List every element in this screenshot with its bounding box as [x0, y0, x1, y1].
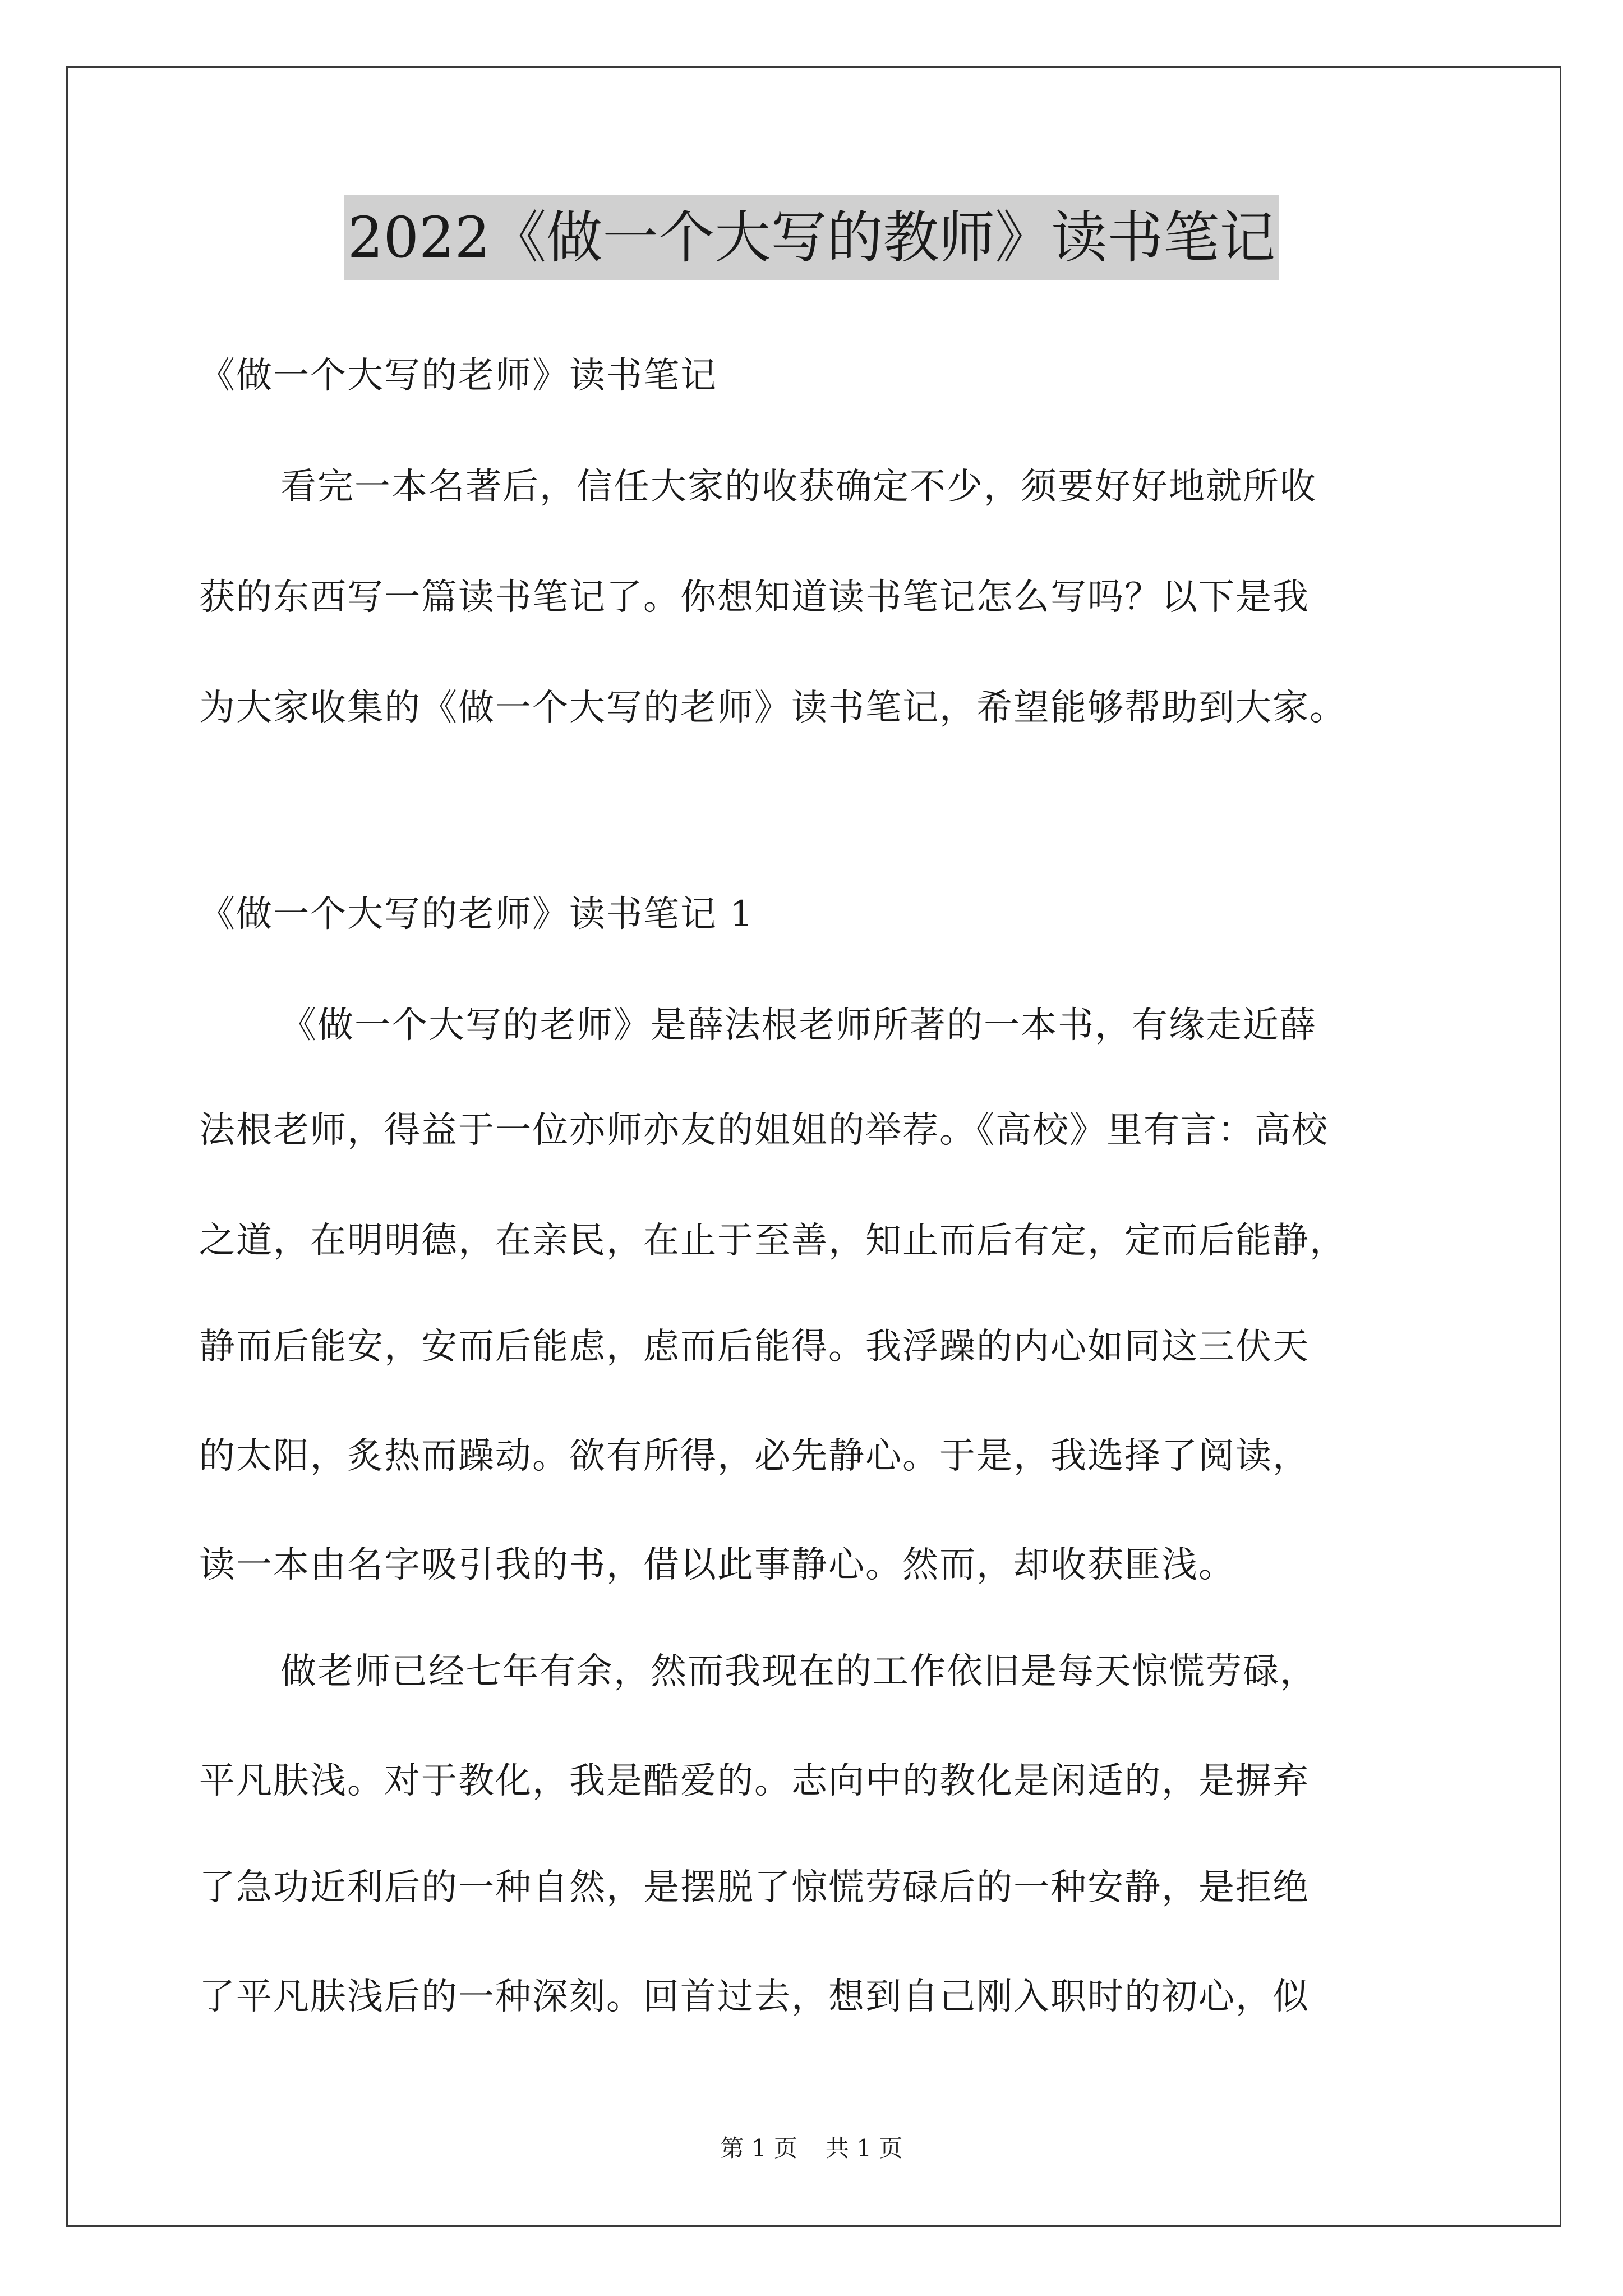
title-container [0, 195, 1623, 280]
paragraph-line: 《做一个大写的老师》是薛法根老师所著的一本书，有缘走近薛 [280, 1005, 1317, 1046]
paragraph-line: 法根老师，得益于一位亦师亦友的姐姐的举荐。《高校》里有言：高校 [199, 1110, 1329, 1151]
page-total: 共 1 页 [826, 2134, 903, 2162]
paragraph-line: 读一本由名字吸引我的书，借以此事静心。然而，却收获匪浅。 [199, 1544, 1235, 1586]
page-number: 第 1 页 [720, 2134, 797, 2162]
paragraph-line: 平凡肤浅。对于教化，我是酷爱的。志向中的教化是闲适的，是摒弃 [199, 1760, 1310, 1802]
subtitle: 《做一个大写的老师》读书笔记 [199, 355, 717, 397]
paragraph-line: 了平凡肤浅后的一种深刻。回首过去，想到自己刚入职时的初心，似 [199, 1976, 1310, 2018]
paragraph-line: 了急功近利后的一种自然，是摆脱了惊慌劳碌后的一种安静，是拒绝 [199, 1867, 1310, 1908]
intro-line: 看完一本名著后，信任大家的收获确定不少，须要好好地就所收 [280, 466, 1317, 508]
intro-line: 获的东西写一篇读书笔记了。你想知道读书笔记怎么写吗？以下是我 [199, 577, 1310, 618]
paragraph-line: 做老师已经七年有余，然而我现在的工作依旧是每天惊慌劳碌， [280, 1651, 1317, 1692]
paragraph-line: 的太阳，炙热而躁动。欲有所得，必先静心。于是，我选择了阅读， [199, 1435, 1310, 1477]
page-footer [0, 2132, 1623, 2165]
section-heading: 《做一个大写的老师》读书笔记 1 [199, 894, 754, 935]
intro-line: 为大家收集的《做一个大写的老师》读书笔记，希望能够帮助到大家。 [199, 687, 1347, 729]
document-title: 2022《做一个大写的教师》读书笔记 [344, 195, 1279, 280]
paragraph-line: 之道，在明明德，在亲民，在止于至善，知止而后有定，定而后能静， [199, 1220, 1347, 1262]
paragraph-line: 静而后能安，安而后能虑，虑而后能得。我浮躁的内心如同这三伏天 [199, 1326, 1310, 1368]
